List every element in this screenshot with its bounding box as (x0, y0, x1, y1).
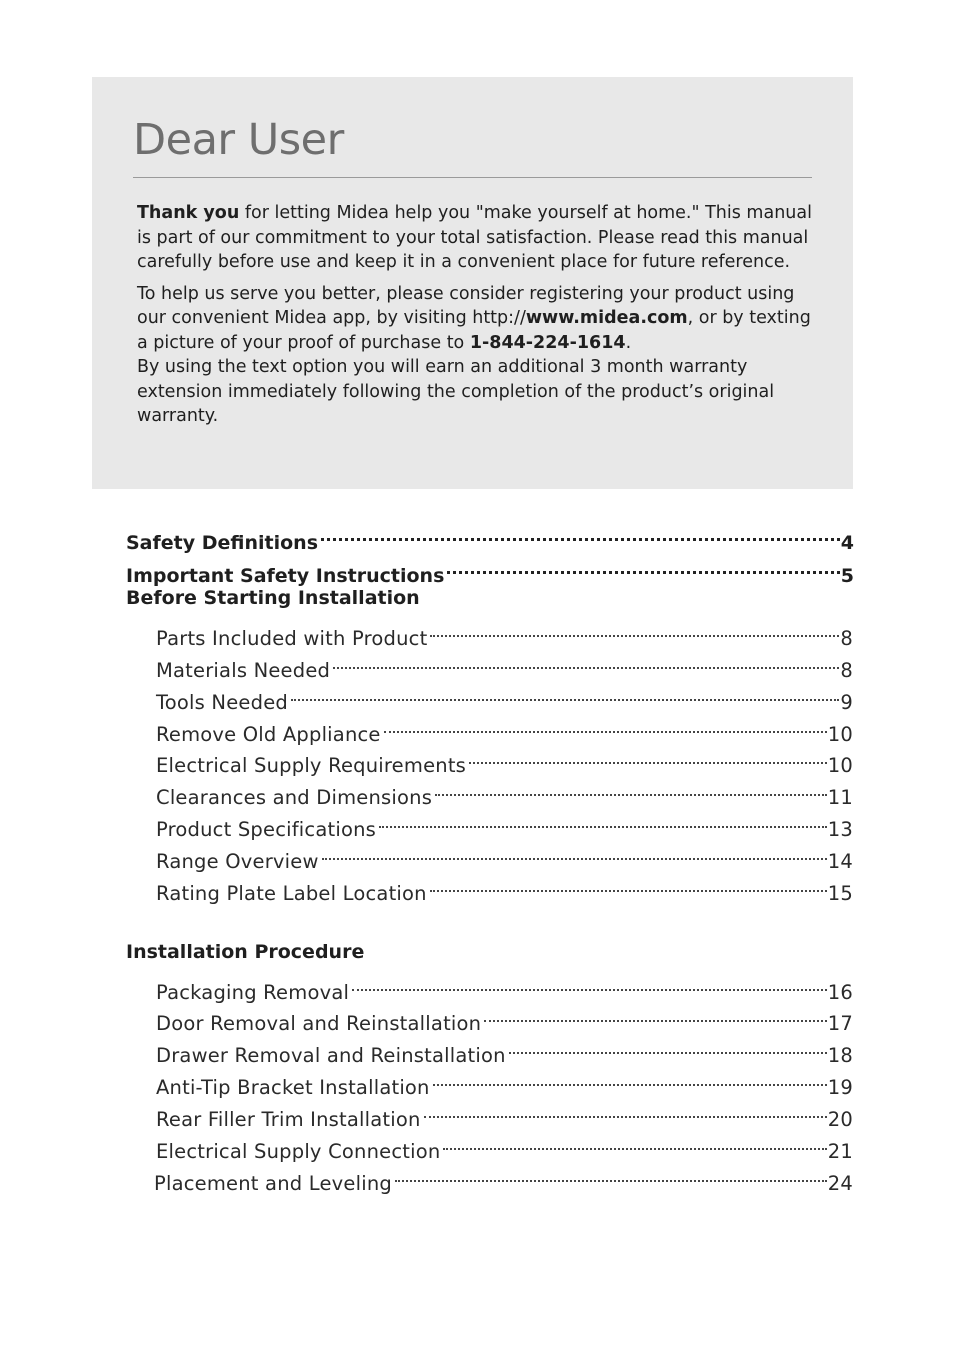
toc-leader (430, 615, 839, 645)
toc-subentry-label: Rating Plate Label Location (156, 882, 427, 905)
toc-subentry[interactable] (156, 1000, 853, 1035)
toc-subentry-page: 10 (827, 754, 853, 777)
toc-subentry[interactable] (156, 1032, 853, 1067)
toc-leader (469, 742, 827, 772)
toc-subentry[interactable] (156, 615, 853, 650)
toc-entry-page: 5 (840, 565, 854, 587)
toc-subentry-page: 8 (840, 659, 853, 682)
toc-entry-page: 4 (840, 532, 854, 554)
toc-leader (424, 1096, 827, 1126)
toc-subentry[interactable] (156, 1096, 853, 1131)
toc-subentry[interactable] (156, 969, 853, 1004)
registration-text: To help us serve you better, please consider registering your product using our convenient Midea app, by visiting http:// (137, 283, 795, 328)
toc-subentry-label: Door Removal and Reinstallation (156, 1012, 482, 1035)
toc-entry-label: Important Safety Instructions (126, 565, 445, 587)
toc-subentry-label: Remove Old Appliance (156, 723, 381, 746)
toc-subentry[interactable] (156, 742, 853, 777)
thank-you-bold: Thank you (137, 203, 240, 223)
page-title: Dear User (133, 115, 344, 165)
toc-subentry-page: 24 (827, 1172, 853, 1195)
warranty-paragraph: By using the text option you will earn an additional 3 month warranty extension immediately following the completion of the product’s original warranty. (137, 357, 775, 426)
toc-subentry-label: Anti-Tip Bracket Installation (156, 1076, 430, 1099)
thank-you-text: for letting Midea help you "make yourself at home." This manual is part of our commitment to your total satisfaction. Please read this manual carefully before use and keep it in a convenient place for future reference. (137, 203, 812, 272)
toc-subentry[interactable] (156, 806, 853, 841)
toc-leader (333, 647, 839, 677)
toc-section-heading: Installation Procedure (126, 941, 365, 963)
toc-subentry-page: 16 (827, 981, 853, 1004)
toc-subentry-label: Materials Needed (156, 659, 331, 682)
toc-subentry-page: 13 (827, 818, 853, 841)
toc-leader (352, 969, 827, 999)
toc-subentry-page: 15 (827, 882, 853, 905)
toc-leader (379, 806, 827, 836)
toc-leader (395, 1160, 827, 1190)
toc-leader (430, 870, 827, 900)
toc-subentry-label: Rear Filler Trim Installation (156, 1108, 421, 1131)
toc-subentry-label: Parts Included with Product (156, 627, 428, 650)
toc-subentry-page: 18 (827, 1044, 853, 1067)
toc-leader (291, 679, 839, 709)
toc-subentry-page: 8 (840, 627, 853, 650)
toc-subentry[interactable] (156, 1064, 853, 1099)
toc-subentry-page: 10 (827, 723, 853, 746)
toc-subentry-label: Tools Needed (156, 691, 288, 714)
toc-subentry[interactable] (156, 647, 853, 682)
toc-subentry-label: Clearances and Dimensions (156, 786, 433, 809)
toc-subentry[interactable] (156, 774, 853, 809)
toc-entry-label: Safety Definitions (126, 532, 319, 554)
toc-subentry-label: Packaging Removal (156, 981, 350, 1004)
toc-subentry[interactable] (156, 679, 853, 714)
toc-subentry-page: 17 (827, 1012, 853, 1035)
toc-entry[interactable] (126, 519, 854, 554)
toc-leader (322, 838, 827, 868)
toc-subentry-label: Electrical Supply Connection (156, 1140, 441, 1163)
toc-leader (447, 552, 839, 582)
toc-leader (321, 519, 840, 549)
toc-subentry-label: Electrical Supply Requirements (156, 754, 467, 777)
toc-subentry-page: 20 (827, 1108, 853, 1131)
toc-leader (433, 1064, 827, 1094)
toc-subentry-page: 11 (827, 786, 853, 809)
toc-subentry[interactable] (156, 1128, 853, 1163)
toc-leader (384, 711, 827, 741)
toc-subentry-label: Range Overview (156, 850, 319, 873)
registration-period: . (625, 332, 632, 353)
toc-subentry-page: 19 (827, 1076, 853, 1099)
toc-subentry-label: Placement and Leveling (154, 1172, 392, 1195)
toc-subentry-label: Drawer Removal and Reinstallation (156, 1044, 506, 1067)
toc-subentry[interactable] (156, 870, 853, 905)
toc-section-heading: Before Starting Installation (126, 587, 420, 609)
toc-subentry-page: 9 (840, 691, 853, 714)
toc-subentry[interactable] (156, 711, 853, 746)
registration-text-2: , or by texting a picture of your proof of purchase to (137, 308, 811, 353)
toc-subentry-label: Product Specifications (156, 818, 376, 841)
phone-number: 1-844-224-1614 (469, 332, 626, 353)
toc-subentry[interactable] (156, 838, 853, 873)
toc-leader (509, 1032, 827, 1062)
toc-subentry-page: 14 (827, 850, 853, 873)
toc-leader (443, 1128, 826, 1158)
toc-subentry-page: 21 (827, 1140, 853, 1163)
toc-leader (484, 1000, 827, 1030)
toc-subentry[interactable] (154, 1160, 853, 1195)
toc-leader (435, 774, 827, 804)
website-link[interactable]: www.midea.com (525, 308, 688, 328)
toc-entry[interactable] (126, 552, 854, 587)
